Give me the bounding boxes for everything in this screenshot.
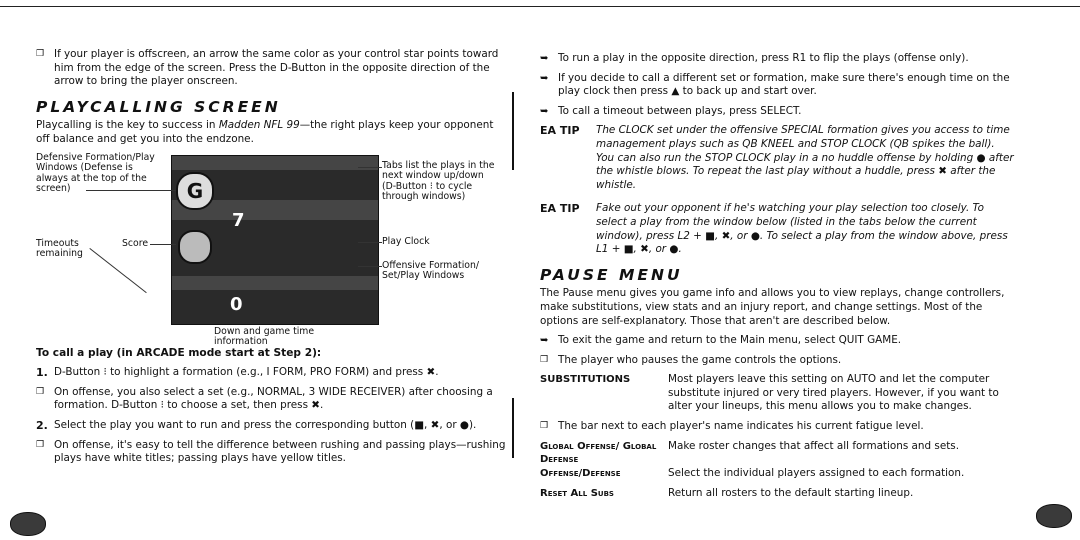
- box-bullet-icon: ❒: [540, 421, 549, 432]
- tip-clock: EA TIP The CLOCK set under the offensive SPECIAL formation gives you access to time management plays such as QB KNEEL and STOP CLOCK (QB spikes the ball). You can also run the STOP CLOCK play in a no huddle offense by holding ● after the whistle blows. To repeat the last play without a huddle, press ✖ after the whistle.: [540, 124, 1014, 191]
- callout-defensive: Defensive Formation/Play Windows (Defense is always at the top of the screen): [36, 151, 155, 195]
- callout-timeouts: Timeouts remaining: [36, 237, 83, 260]
- step-marker: 1.: [36, 366, 48, 380]
- substitutions-term: SUBSTITUTIONS: [540, 374, 631, 386]
- ea-tip-label: EA TIP: [540, 202, 580, 216]
- step-text: On offense, you also select a set (e.g., NORMAL, 3 WIDE RECEIVER) after choosing a formation. D-Button ⁝ to choose a set, then press ✖.: [54, 385, 493, 412]
- team-logo-2-icon: [178, 230, 212, 264]
- fatigue-box-bullet: ❒ The bar next to each player's name indicates his current fatigue level.: [540, 420, 924, 433]
- football-icon: [1036, 504, 1072, 528]
- callout-score: Score: [122, 237, 149, 249]
- arrow-bullet-icon: ➥: [540, 105, 549, 117]
- left-column: [36, 48, 506, 472]
- step-marker: 2.: [36, 418, 48, 432]
- reset-def: Reset All Subs Return all rosters to the default starting lineup.: [540, 486, 914, 499]
- step-text: On offense, it's easy to tell the difference between rushing and passing plays—rushing plays have white titles; passing plays have yellow titles.: [54, 438, 506, 465]
- quit-bullet: ➥ To exit the game and return to the Main menu, select QUIT GAME.: [540, 334, 902, 347]
- margin-bar: [512, 92, 514, 170]
- score-number: 7: [232, 209, 245, 231]
- right-column: [540, 52, 1015, 506]
- step-row: [36, 366, 506, 380]
- step-text: D-Button ⁝ to highlight a formation (e.g., I FORM, PRO FORM) and press ✖.: [54, 366, 439, 379]
- offscreen-text: If your player is offscreen, an arrow the same color as your control star points toward him from the edge of the screen. Press the D-Button in the opposite direction of the arrow to bring the player onscreen.: [54, 48, 499, 88]
- reset-term: Reset All Subs: [540, 487, 614, 499]
- playcalling-screenshot: [171, 155, 379, 325]
- arrow-bullet-icon: ➥: [540, 53, 549, 64]
- football-icon: [10, 512, 46, 536]
- arrow-bullet-icon: ➥: [540, 335, 549, 347]
- callout-offensive: Offensive Formation/ Set/Play Windows: [382, 259, 479, 282]
- box-bullet-icon: ❒: [36, 386, 45, 397]
- tip-fake-out: EA TIP Fake out your opponent if he's watching your play selection too closely. To select a play from the window below (listed in the tabs below the current window), press L2 + ■, ✖, or ●. To select a play from the window above, press L1 + ■, ✖, or ●.: [540, 202, 1008, 256]
- box-bullet-icon: ❒: [540, 354, 549, 365]
- top-rule: [0, 6, 1080, 7]
- pause-menu-heading: PAUSE MENU: [540, 265, 683, 284]
- offscreen-bullet: [36, 48, 506, 89]
- step-text: Select the play you want to run and press the corresponding button (■, ✖, or ●).: [54, 418, 477, 431]
- team-logo-icon: G: [176, 172, 214, 210]
- arrow-bullet-icon: ➥: [540, 72, 549, 84]
- ea-tip-label: EA TIP: [540, 124, 580, 138]
- box-bullet-icon: ❒: [36, 49, 45, 59]
- global-def: Global Offense/ Global Defense Make roster changes that affect all formations and sets.: [540, 439, 960, 466]
- global-term: Global Offense/ Global Defense: [540, 440, 657, 466]
- playcalling-intro: Playcalling is the key to success in Madden NFL 99—the right plays keep your opponent off balance and get you into the endzone.: [36, 119, 494, 145]
- timeout-bullet: ➥ To call a timeout between plays, press SELECT.: [540, 104, 802, 117]
- margin-bar: [512, 398, 514, 458]
- box-bullet-icon: ❒: [36, 439, 45, 450]
- flip-bullet: ➥ To run a play in the opposite direction, press R1 to flip the plays (offense only).: [540, 52, 969, 64]
- substitutions-def: SUBSTITUTIONS Most players leave this setting on AUTO and let the computer substitute injured or very tired players. However, if you want to alter your lineups, this menu allows you to make changes.: [540, 373, 999, 413]
- callout-down: Down and game time information: [214, 325, 315, 348]
- call-play-subhead: To call a play (in ARCADE mode start at Step 2):: [36, 346, 322, 359]
- game-title: Madden NFL 99: [218, 119, 300, 132]
- playcalling-heading: PLAYCALLING SCREEN: [36, 97, 281, 116]
- step-row: [36, 419, 506, 433]
- offense-defense-term: Offense/Defense: [540, 468, 621, 480]
- callout-playclock: Play Clock: [382, 235, 430, 247]
- backup-bullet: ➥ If you decide to call a different set or formation, make sure there's enough time on the play clock then press ▲ to back up and start over.: [540, 71, 1010, 98]
- callout-tabs: Tabs list the plays in the next window up/down (D-Button ⁝ to cycle through windows): [382, 159, 495, 203]
- step-row: [36, 439, 506, 466]
- offense-defense-def: Offense/Defense Select the individual players assigned to each formation.: [540, 467, 965, 480]
- pauser-box-bullet: ❒ The player who pauses the game controls the options.: [540, 353, 842, 366]
- step-row: [36, 386, 506, 413]
- pause-menu-intro: The Pause menu gives you game info and allows you to view replays, change controllers, make substitutions, view stats and an injury report, and change settings. Most of the options are self-explanatory. Those that aren't are described below.: [540, 287, 1005, 327]
- timeouts-number: 0: [230, 293, 243, 315]
- playcalling-figure: [36, 151, 506, 348]
